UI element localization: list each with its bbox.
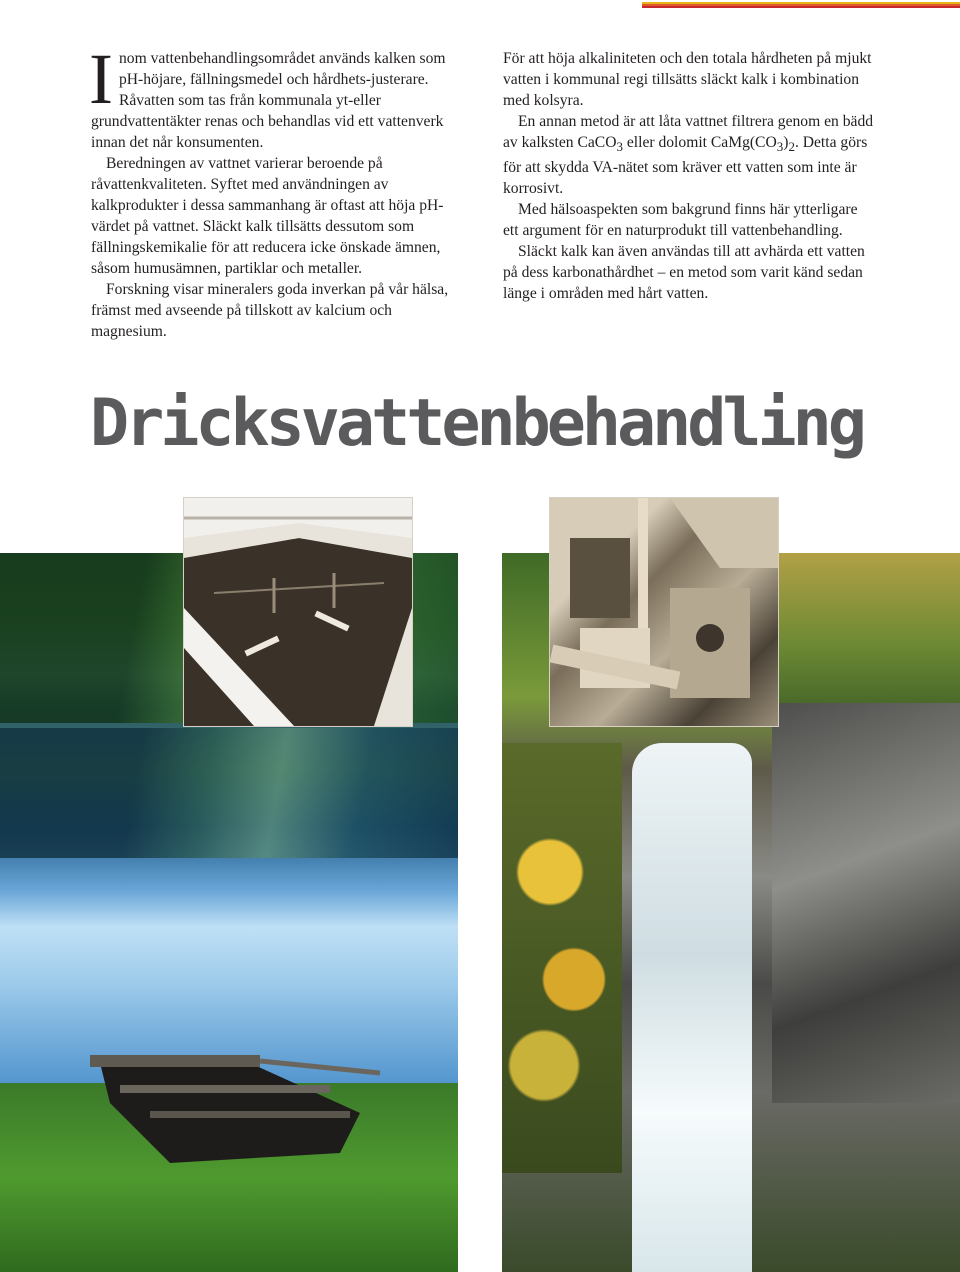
paragraph-7: Släckt kalk kan även användas till att avhärda ett vatten på dess karbonathårdhet – en metod som varit känd sedan länge i områden med hårt vatten. — [503, 243, 865, 303]
paragraph-5-part-b: eller dolomit CaMg(CO — [622, 134, 777, 151]
decorative-color-stripe — [642, 2, 960, 8]
water-tank-inset-photo — [183, 497, 413, 727]
drop-cap: I — [89, 39, 113, 119]
rowboat-illustration — [90, 1033, 380, 1173]
paragraph-4: För att höja alkaliniteten och den totala hårdheten på mjukt vatten i kommunal regi tillsätts släckt kalk i kombination med kolsyra. — [503, 50, 872, 109]
water-reflection — [0, 728, 458, 858]
autumn-foliage — [502, 743, 622, 1173]
paragraph-3: Forskning visar mineralers goda inverkan på vår hälsa, främst med avseende på tillskott av kalcium och magnesium. — [91, 281, 449, 340]
water-tank-illustration — [184, 498, 412, 726]
treatment-plant-inset-photo — [549, 497, 779, 727]
paragraph-5-part-d: . Detta görs för att skydda VA-nätet som kräver ett vatten som inte är korrosivt. — [503, 134, 868, 198]
rock-cliff — [772, 703, 960, 1103]
subscript-3b: 3 — [776, 139, 784, 155]
intro-paragraph-text: nom vattenbehandlingsområdet används kalken som pH-höjare, fällningsmedel och hårdhets-justerare. Råvatten som tas från kommunala yt-eller grundvattentäkter renas och behandlas vid ett vattenverk innan det når konsumenten. — [91, 50, 446, 151]
treatment-machinery-illustration — [550, 498, 778, 726]
subscript-3: 3 — [616, 139, 623, 155]
paragraph-6: Med hälsoaspekten som bakgrund finns här ytterligare ett argument för en naturprodukt till vattenbehandling. — [503, 201, 858, 240]
article-right-column — [503, 48, 875, 304]
intro-paragraph — [89, 39, 463, 153]
paragraph-5-part-a: En annan metod är att låta vattnet filtrera genom en bädd av kalksten CaCO — [503, 113, 874, 151]
paragraph-5-part-c: ) — [783, 134, 789, 151]
section-heading: Dricksvattenbehandling — [90, 386, 863, 461]
autumn-forest — [772, 553, 960, 703]
waterfall-stream — [632, 743, 752, 1272]
article-left-column — [89, 39, 463, 342]
paragraph-2: Beredningen av vattnet varierar beroende på råvattenkvaliteten. Syftet med användningen av kalkprodukter i dessa sammanhang är oftast att höja pH-värdet på vattnet. Släckt kalk tillsätts dessutom som fällningskemikalie för att reducera icke önskade ämnen, såsom humusämnen, partiklar och metaller. — [91, 155, 444, 277]
paragraph-5 — [503, 111, 875, 199]
subscript-2: 2 — [788, 139, 795, 155]
